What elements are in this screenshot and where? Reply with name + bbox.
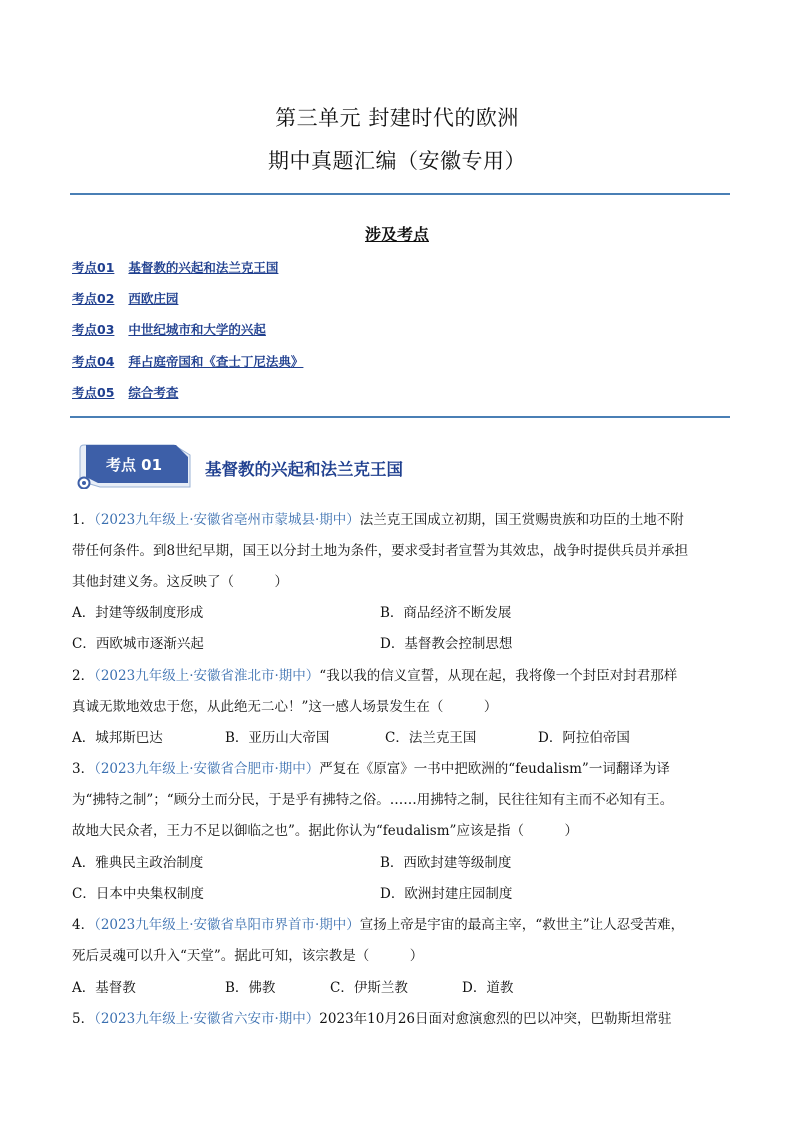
question-number: 1． <box>72 512 95 528</box>
question-4-option-a[interactable]: A．基督教 <box>72 980 136 996</box>
toc-item-02[interactable] <box>72 289 178 307</box>
question-2-option-b[interactable]: B．亚历山大帝国 <box>225 730 330 746</box>
question-source: （2023九年级上·安徽省淮北市·期中） <box>94 668 320 684</box>
question-1-option-a[interactable]: A．封建等级制度形成 <box>72 605 204 621</box>
page-title-line2: 期中真题汇编（安徽专用） <box>268 149 526 173</box>
question-3-line-2: 为“拂特之制”；“顾分土而分民，于是乎有拂特之俗。……用拂特之制，民往往知有主而不必知有王。 <box>72 792 674 808</box>
question-text: 法兰克王国成立初期，国王赏赐贵族和功臣的土地不附 <box>359 512 684 528</box>
question-1-option-c[interactable]: C．西欧城市逐渐兴起 <box>72 636 204 652</box>
question-number: 5． <box>72 1011 95 1027</box>
toc-item-03[interactable] <box>72 320 266 338</box>
question-1-option-b[interactable]: B．商品经济不断发展 <box>380 605 512 621</box>
question-text: “我以我的信义宣誓，从现在起，我将像一个封臣对封君那样 <box>319 668 678 684</box>
question-1-line-1 <box>72 508 684 528</box>
question-2-line-2: 真诚无欺地效忠于您，从此绝无二心！”这一感人场景发生在（ ） <box>72 699 498 715</box>
question-4-line-1 <box>72 913 684 933</box>
question-3-option-c[interactable]: C．日本中央集权制度 <box>72 886 204 902</box>
question-number: 2． <box>72 668 95 684</box>
toc-item-label: 基督教的兴起和法兰克王国 <box>128 260 279 275</box>
section-badge <box>76 443 192 489</box>
divider-top <box>70 193 730 195</box>
toc-item-number: 考点03 <box>72 322 115 337</box>
section-title: 基督教的兴起和法兰克王国 <box>205 460 403 479</box>
badge-label: 考点 01 <box>105 456 163 474</box>
question-4-option-b[interactable]: B．佛教 <box>225 980 276 996</box>
question-2-option-d[interactable]: D．阿拉伯帝国 <box>538 730 630 746</box>
toc-item-label: 拜占庭帝国和《查士丁尼法典》 <box>128 354 304 369</box>
toc-item-05[interactable] <box>72 383 178 401</box>
question-text: 严复在《原富》一书中把欧洲的“feudalism”一词翻译为译 <box>319 761 670 777</box>
question-source: （2023九年级上·安徽省合肥市·期中） <box>94 761 320 777</box>
question-2-option-a[interactable]: A．城邦斯巴达 <box>72 730 163 746</box>
question-5-line-1 <box>72 1007 672 1027</box>
question-4-line-2: 死后灵魂可以升入“天堂”。据此可知，该宗教是（ ） <box>72 948 424 964</box>
question-number: 3． <box>72 761 95 777</box>
question-text: 宣扬上帝是宇宙的最高主宰，“救世主”让人忍受苦难， <box>359 917 685 933</box>
question-1-option-d[interactable]: D．基督教会控制思想 <box>380 636 513 652</box>
question-3-option-d[interactable]: D．欧洲封建庄园制度 <box>380 886 513 902</box>
toc-item-label: 中世纪城市和大学的兴起 <box>128 322 266 337</box>
toc-item-number: 考点04 <box>72 354 115 369</box>
question-source: （2023九年级上·安徽省亳州市蒙城县·期中） <box>94 512 360 528</box>
question-2-option-c[interactable]: C．法兰克王国 <box>385 730 477 746</box>
question-source: （2023九年级上·安徽省六安市·期中） <box>94 1011 320 1027</box>
question-number: 4． <box>72 917 95 933</box>
question-text: 2023年10月26日面对愈演愈烈的巴以冲突，巴勒斯坦常驻 <box>319 1011 672 1027</box>
toc-item-label: 综合考查 <box>128 385 179 400</box>
toc-heading: 涉及考点 <box>364 225 429 244</box>
divider-toc <box>70 416 730 418</box>
toc-item-04[interactable] <box>72 352 303 370</box>
question-1-line-3: 其他封建义务。这反映了（ ） <box>72 574 288 590</box>
question-1-line-2: 带任何条件。到8世纪早期，国王以分封土地为条件，要求受封者宣誓为其效忠，战争时提供兵员并承担 <box>72 543 689 559</box>
toc-item-number: 考点05 <box>72 385 115 400</box>
question-3-line-1 <box>72 757 670 777</box>
toc-item-01[interactable] <box>72 258 278 276</box>
question-source: （2023九年级上·安徽省阜阳市界首市·期中） <box>94 917 360 933</box>
question-2-line-1 <box>72 664 677 684</box>
page-title-line1: 第三单元 封建时代的欧洲 <box>275 106 519 130</box>
toc-item-number: 考点02 <box>72 291 115 306</box>
question-3-line-3: 故地大民众者，王力不足以御临之也”。据此你认为“feudalism”应该是指（ ） <box>72 823 578 839</box>
question-4-option-d[interactable]: D．道教 <box>462 980 514 996</box>
question-3-option-b[interactable]: B．西欧封建等级制度 <box>380 855 512 871</box>
question-3-option-a[interactable]: A．雅典民主政治制度 <box>72 855 204 871</box>
toc-item-label: 西欧庄园 <box>128 291 179 306</box>
question-4-option-c[interactable]: C．伊斯兰教 <box>330 980 408 996</box>
toc-item-number: 考点01 <box>72 260 115 275</box>
